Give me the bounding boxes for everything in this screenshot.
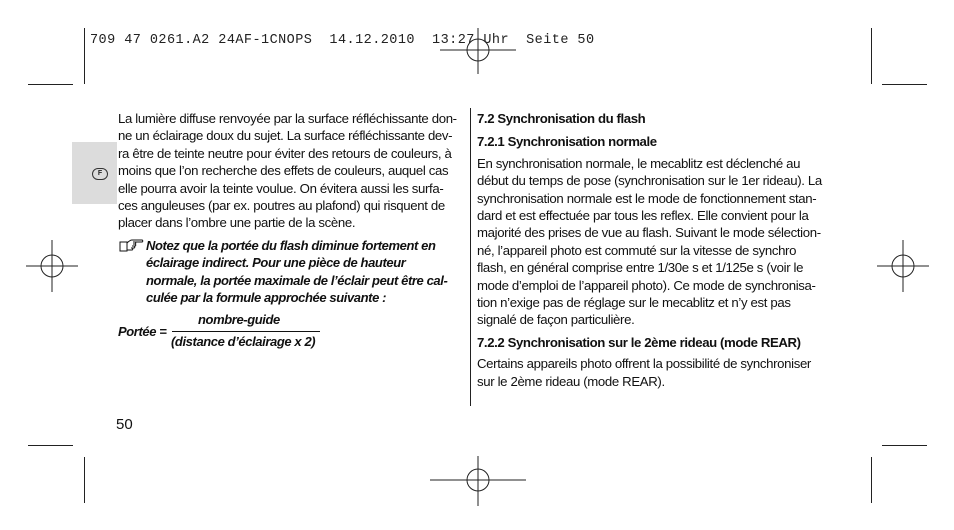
text-line: signalé de façon particulière. [477, 312, 635, 328]
rear-sync-paragraph [477, 355, 827, 390]
text-line: majorité des prises de vue au flash. Suivant le mode sélection- [477, 225, 821, 241]
registration-target-left [26, 240, 78, 292]
flash-range-note [146, 237, 456, 307]
text-line: elle pourra avoir la teinte voulue. On évitera aussi les surfa- [118, 180, 444, 196]
text-line: Certains appareils photo offrent la possibilité de synchroniser [477, 356, 811, 372]
pointing-hand-icon [118, 237, 144, 253]
note-line: éclairage indirect. Pour une pièce de hauteur [146, 255, 406, 271]
subsection-heading-normal-sync: 7.2.1 Synchronisation normale [477, 134, 657, 150]
left-column-paragraph [118, 110, 463, 232]
page-number: 50 [116, 416, 133, 433]
section-heading: 7.2 Synchronisation du flash [477, 111, 646, 126]
print-header: 709 47 0261.A2 24AF-1CNOPS 14.12.2010 13:27 Uhr Seite 50 [90, 33, 595, 48]
note-line: Notez que la portée du flash diminue fortement en [146, 238, 436, 253]
text-line: flash, en général comprise entre 1/30e s et 1/125e s (voir le [477, 260, 804, 276]
note-line: culée par la formule approchée suivante : [146, 290, 387, 306]
text-line: mode d’emploi de l’appareil photo). Ce mode de synchronisa- [477, 277, 816, 293]
text-line: sur le 2ème rideau (mode REAR). [477, 373, 665, 389]
text-line: début du temps de pose (synchronisation sur le 1er rideau). La [477, 173, 822, 189]
text-line: tion n’exige pas de réglage sur le mecablitz et n’y est pas [477, 295, 791, 311]
registration-target-bottom [430, 456, 526, 506]
text-line: dard et est effectuée par tous les reflex. Elle convient pour la [477, 208, 809, 224]
text-line: moins que l’on recherche des effets de couleurs, auquel cas [118, 163, 449, 179]
text-line: né, l’appareil photo est commuté sur la vitesse de synchro [477, 242, 797, 258]
column-divider [470, 108, 471, 406]
registration-target-right [877, 240, 929, 292]
text-line: La lumière diffuse renvoyée par la surface réfléchissante don- [118, 111, 457, 126]
registration-target-top [440, 28, 516, 74]
note-line: normale, la portée maximale de l’éclair peut être cal- [146, 272, 448, 288]
right-column [477, 110, 827, 390]
fraction-bar [172, 331, 320, 332]
normal-sync-paragraph [477, 155, 827, 329]
text-line: ne un éclairage doux du sujet. La surface réfléchissante dev- [118, 128, 453, 144]
formula-numerator: nombre-guide [198, 312, 280, 327]
text-line: synchronisation normale est le mode de fonctionnement stan- [477, 190, 817, 206]
language-tab-label: F [92, 168, 108, 180]
text-line: ra être de teinte neutre pour éviter des retours de couleurs, à [118, 145, 452, 161]
subsection-heading-rear-sync: 7.2.2 Synchronisation sur le 2ème rideau (mode REAR) [477, 334, 801, 350]
formula-denominator: (distance d’éclairage x 2) [171, 334, 316, 349]
text-line: En synchronisation normale, le mecablitz est déclenché au [477, 155, 801, 171]
text-line: placer dans l’ombre une partie de la scène. [118, 215, 356, 231]
formula-lhs: Portée = [118, 324, 167, 339]
text-line: ces anguleuses (par ex. poutres au plafond) qui risquent de [118, 198, 445, 214]
